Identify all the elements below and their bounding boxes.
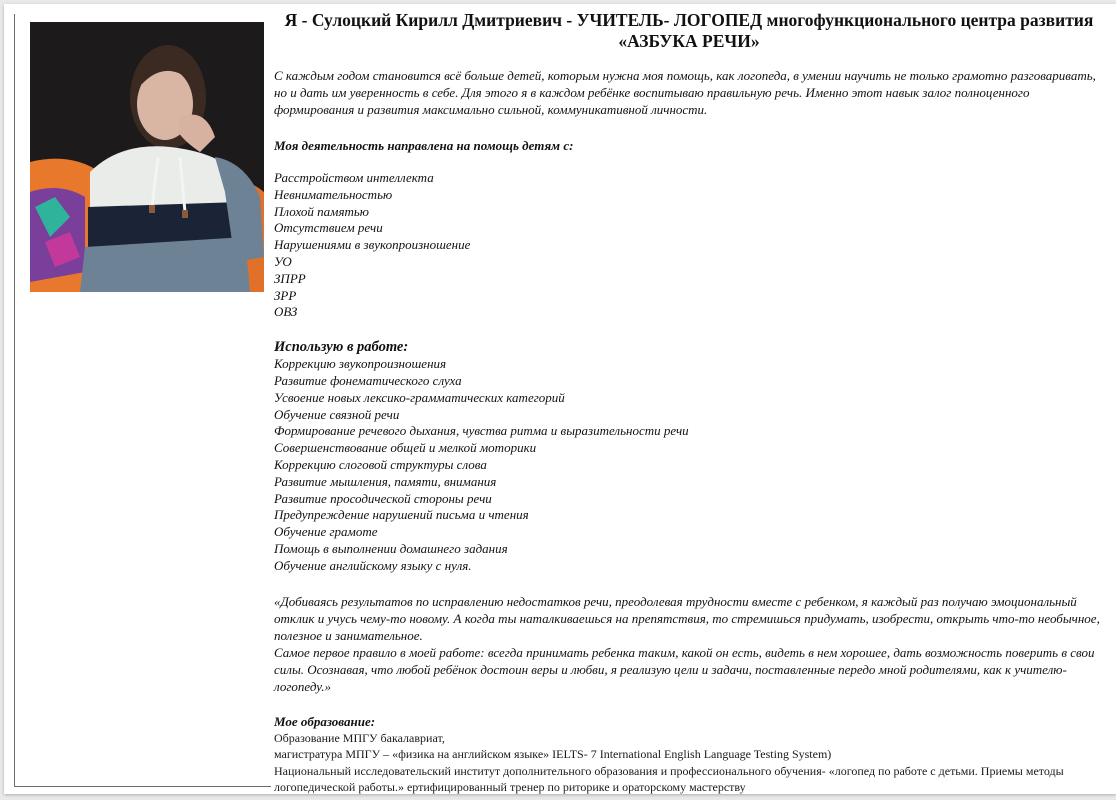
list-item: ЗПРР [274,270,306,286]
list-item: Обучение грамоте [274,524,378,540]
list-item: Нарушениями в звукопроизношение [274,237,471,253]
list-item: ОВЗ [274,304,298,320]
portrait-image [30,22,264,292]
methods-heading: Использую в работе: [274,339,409,356]
list-item: Развитие мышления, памяти, внимания [274,473,497,489]
list-item: Коррекцию слоговой структуры слова [274,456,487,472]
education-heading: Мое образование: [274,713,376,729]
education-line: магистратура МПГУ – «физика на английском языке» IELTS- 7 International English Language Testing System) [274,747,832,762]
list-item: Развитие просодической стороны речи [274,490,492,506]
list-item: Обучение английскому языку с нуля. [274,557,472,573]
list-item: Обучение связной речи [274,406,400,422]
document-page [4,4,1116,794]
list-item: Усвоение новых лексико-грамматических категорий [274,389,565,405]
list-item: Совершенствование общей и мелкой моторики [274,440,537,456]
quote-paragraph-2: Самое первое правило в моей работе: всегда принимать ребенка таким, какой он есть, видеть в нем хорошее, дать возможность поверить в свои силы. Осознавая, что любой ребёнок достоин веры и любви, я реализую цели и задачи, поставленные передо мной родителями, как к учителю-логопеду.» [274,644,1095,694]
page-title: Я - Сулоцкий Кирилл Дмитриевич - УЧИТЕЛЬ- ЛОГОПЕД многофункционального центра развития «АЗБУКА РЕЧИ» [284,10,1094,51]
intro-paragraph: С каждым годом становится всё больше детей, которым нужна моя помощь, как логопеда, в умении научить не только грамотно разговаривать, но и дать им уверенность в себе. Для этого я в каждом ребёнке воспитываю правильную речь. Именно этот навык залог полноценного формирования и развития максимально сильной, коммуникативной личности. [274,68,1096,117]
list-item: Невнимательностью [274,186,393,202]
education-line: Национальный исследовательский институт дополнительного образования и профессионального обучения- «логопед по работе с детьми. Приемы методы логопедической работы.» ертифицированный тренер по риторике и ораторскому мастерству [274,763,1064,795]
activity-list [274,170,1104,321]
list-item: ЗРР [274,287,297,303]
activity-heading: Моя деятельность направлена на помощь детям с: [274,138,574,153]
list-item: Развитие фонематического слуха [274,372,462,388]
list-item: Отсутствием речи [274,220,383,236]
quote-paragraph-1: «Добиваясь результатов по исправлению недостатков речи, преодолевая трудности вместе с ребенком, я каждый раз получаю эмоциональный отклик и учусь чему-то новому. А когда ты наталкиваешься на препятствия, то стремишься придумать, изобрести, открыть что-то необычное, полезное и занимательное. [274,593,1100,643]
list-item: Расстройством интеллекта [274,170,434,185]
list-item: УО [274,253,292,269]
list-item: Помощь в выполнении домашнего задания [274,540,508,556]
content-column [274,10,1104,796]
teacher-photo [30,22,264,292]
list-item: Коррекцию звукопроизношения [274,356,447,372]
methods-list [274,356,1104,574]
left-column-frame [14,14,271,787]
education-line: Образование МПГУ бакалавриат, [274,730,445,745]
list-item: Плохой памятью [274,203,369,219]
list-item: Предупреждение нарушений письма и чтения [274,507,529,523]
list-item: Формирование речевого дыхания, чувства ритма и выразительности речи [274,423,689,439]
